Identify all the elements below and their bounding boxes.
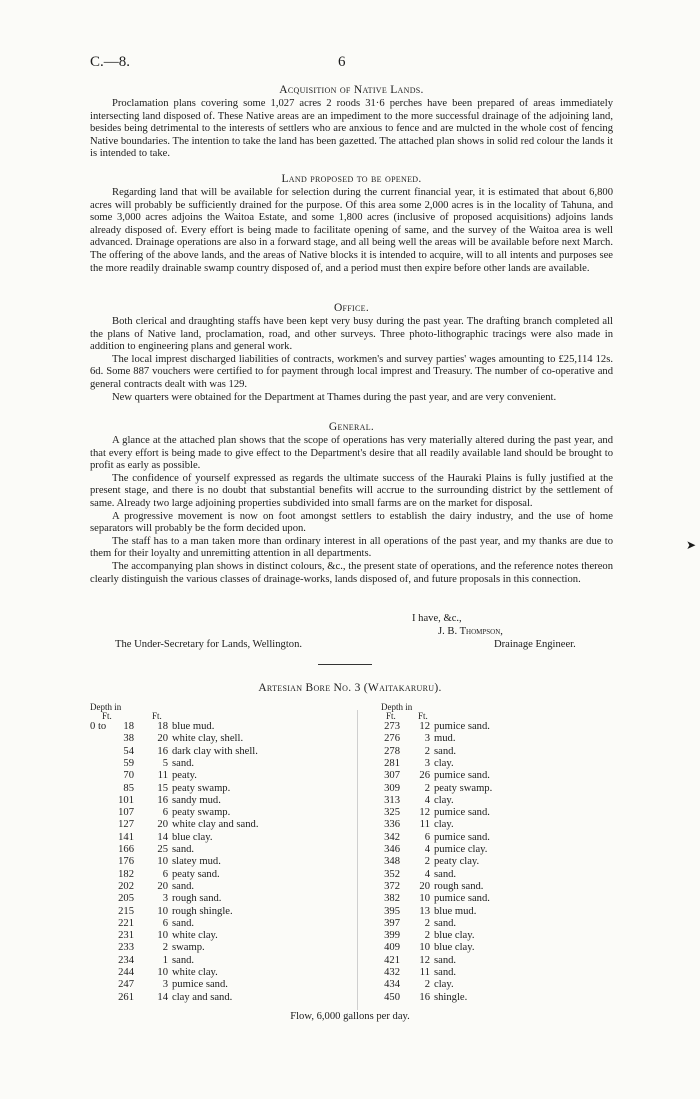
thickness-cell: 10 — [157, 905, 168, 917]
thickness-cell: 3 — [162, 893, 168, 905]
thickness-cell: 6 — [162, 807, 168, 819]
section-title: Acquisition of Native Lands. — [279, 84, 424, 96]
thickness-cell: 2 — [424, 930, 430, 942]
material-cell: sand. — [434, 967, 457, 978]
material-cell: clay. — [434, 794, 454, 806]
material-cell: pumice sand. — [434, 831, 490, 843]
depth-cell: 247 — [118, 979, 134, 991]
thickness-cell: 10 — [157, 930, 168, 942]
material-cell: blue mud. — [172, 721, 215, 732]
bore-row — [0, 832, 700, 844]
depth-cell: 59 — [123, 757, 134, 769]
depth-cell: 397 — [384, 917, 400, 929]
bore-row — [0, 955, 700, 967]
depth-cell: 309 — [384, 782, 400, 794]
bore-row — [0, 819, 700, 831]
depth-cell: 336 — [384, 819, 400, 831]
addressee: The Under-Secretary for Lands, Wellington. — [115, 639, 303, 650]
section-title: Land proposed to be opened. — [281, 173, 422, 185]
depth-cell: 54 — [123, 745, 134, 757]
depth-cell: 231 — [118, 930, 134, 942]
thickness-cell: 2 — [424, 979, 430, 991]
bore-row — [0, 881, 700, 893]
material-cell: pumice clay. — [434, 844, 488, 855]
material-cell: sand. — [172, 954, 195, 966]
depth-cell: 127 — [118, 819, 134, 831]
paragraph: The staff has to a man taken more than ordinary interest in all operations of the past year, and my thanks are due to them for their loyalty and unremitting attention in all departments. — [90, 535, 613, 560]
material-cell: peaty sand. — [172, 868, 220, 880]
bore-row — [0, 906, 700, 918]
depth-cell: 176 — [118, 856, 134, 868]
depth-cell: 421 — [384, 954, 400, 966]
material-cell: peaty. — [172, 770, 197, 782]
document-code: C.—8. — [90, 54, 131, 70]
material-cell: slatey mud. — [172, 856, 221, 868]
section-title: Office. — [333, 302, 370, 314]
material-cell: peaty swamp. — [172, 807, 231, 819]
right-thickness-unit: Ft. — [418, 711, 428, 721]
first-row-prefix: 0 to — [90, 721, 107, 732]
material-cell: mud. — [434, 733, 456, 745]
bore-row — [0, 746, 700, 758]
thickness-cell: 20 — [419, 880, 430, 892]
bore-row — [0, 770, 700, 782]
depth-cell: 182 — [118, 868, 134, 880]
material-cell: sand. — [172, 844, 195, 855]
thickness-cell: 2 — [424, 917, 430, 929]
paragraph: A progressive movement is now on foot amongst settlers to establish the dairy industry, and the use of home separators will probably be the form decided upon. — [90, 510, 613, 535]
thickness-cell: 4 — [424, 844, 430, 855]
signatory: J. B. Thompson, — [438, 626, 503, 637]
section-office — [90, 300, 613, 404]
material-cell: shingle. — [434, 991, 468, 1003]
thickness-cell: 11 — [419, 967, 430, 978]
material-cell: sand. — [172, 757, 195, 769]
bore-row — [0, 758, 700, 770]
thickness-cell: 15 — [157, 782, 168, 794]
margin-mark: ➤ — [686, 538, 697, 552]
bore-row — [0, 967, 700, 979]
material-cell: pumice sand. — [434, 807, 490, 819]
material-cell: white clay, shell. — [172, 733, 244, 745]
depth-cell: 233 — [118, 942, 134, 954]
paragraph: Both clerical and draughting staffs have been kept very busy during the past year. The drafting branch completed all the plans of Native land, proclamation, road, and other surveys. Three photo-lithographic tracings were also made in addition to engineering plans and general work. — [90, 316, 613, 353]
material-cell: swamp. — [172, 942, 205, 954]
material-cell: pumice sand. — [172, 979, 228, 991]
thickness-cell: 4 — [424, 868, 430, 880]
material-cell: blue clay. — [172, 831, 213, 843]
paragraph: The confidence of yourself expressed as regards the ultimate success of the Hauraki Plains is fully justified at the present stage, and there is no doubt that substantial benefits will accrue to the surrounding district by the settlement of same. Already two large adjoining properties subdivided into small farms are on the market for disposal. — [90, 472, 613, 509]
thickness-cell: 2 — [424, 745, 430, 757]
material-cell: pumice sand. — [434, 893, 490, 905]
thickness-cell: 4 — [424, 794, 430, 806]
depth-cell: 101 — [118, 794, 134, 806]
depth-cell: 348 — [384, 856, 400, 868]
section-title: General. — [328, 421, 375, 433]
depth-cell: 273 — [384, 721, 400, 732]
bore-row — [0, 918, 700, 930]
bore-row — [0, 869, 700, 881]
right-depth-unit: Ft. — [386, 711, 396, 721]
material-cell: peaty swamp. — [434, 782, 493, 794]
thickness-cell: 11 — [157, 770, 168, 782]
material-cell: blue clay. — [434, 942, 475, 954]
thickness-cell: 2 — [162, 942, 168, 954]
material-cell: pumice sand. — [434, 770, 490, 782]
material-cell: white clay. — [172, 967, 218, 978]
material-cell: sandy mud. — [172, 794, 221, 806]
depth-cell: 307 — [384, 770, 400, 782]
depth-cell: 244 — [118, 967, 134, 978]
depth-cell: 342 — [384, 831, 400, 843]
material-cell: sand. — [172, 917, 195, 929]
bore-row — [0, 930, 700, 942]
depth-cell: 313 — [384, 794, 400, 806]
left-depth-unit: Ft. — [102, 711, 112, 721]
material-cell: blue clay. — [434, 930, 475, 942]
depth-cell: 141 — [118, 831, 134, 843]
material-cell: pumice sand. — [434, 721, 490, 732]
signatory-title: Drainage Engineer. — [494, 639, 576, 650]
thickness-cell: 6 — [162, 917, 168, 929]
depth-cell: 261 — [118, 991, 134, 1003]
bore-row — [0, 783, 700, 795]
paragraph: Proclamation plans covering some 1,027 acres 2 roods 31·6 perches have been prepared of areas immediately intersecting land disposed of. These Native areas are an impediment to the more successful drainage of the adjoining land, besides being detrimental to the interests of settlers who are anxious to fence and are mulcted in the whole cost of fencing Native boundaries. The intention to take the land has been gazetted. The attached plan shows in solid red colour the lands it is intended to take. — [90, 98, 613, 160]
thickness-cell: 10 — [157, 856, 168, 868]
bore-row — [0, 721, 700, 733]
paragraph: Regarding land that will be available for selection during the current financial year, it is estimated that about 6,800 acres will probably be sufficiently drained for the purpose. Of this area some 2,000 acres is in the locality of Tahuna, and some 3,000 acres adjoins the Waitoa Estate, and some 1,800 acres (inclusive of proposed acquisitions) adjoins lands already disposed of. Every effort is being made to facilitate opening of same, and the survey of the Waitoa area is well advanced. Drainage operations are also in a forward stage, and all being well the areas will be available before next March. The offering of the above lands, and the areas of Native blocks it is intended to acquire, will to all intents and purposes see the more readily drainable swamp country disposed of, and a period must then expire before other lands are available. — [90, 187, 613, 274]
thickness-cell: 20 — [157, 880, 168, 892]
material-cell: clay. — [434, 819, 454, 831]
paragraph: A glance at the attached plan shows that the scope of operations has very materially altered during the past year, and that every effort is being made to give effect to the Department's desire that all readily available land should be brought to profit as early as possible. — [90, 435, 613, 472]
depth-cell: 221 — [118, 917, 134, 929]
depth-cell: 346 — [384, 844, 400, 855]
material-cell: peaty clay. — [434, 856, 480, 868]
thickness-cell: 13 — [419, 905, 430, 917]
thickness-cell: 20 — [157, 819, 168, 831]
left-thickness-unit: Ft. — [152, 711, 162, 721]
material-cell: sand. — [434, 917, 457, 929]
thickness-cell: 12 — [419, 807, 430, 819]
thickness-cell: 20 — [157, 733, 168, 745]
depth-cell: 202 — [118, 880, 134, 892]
depth-cell: 434 — [384, 979, 400, 991]
salutation: I have, &c., — [412, 613, 462, 624]
thickness-cell: 18 — [157, 721, 168, 732]
bore-row — [0, 856, 700, 868]
right-depth-heading: Depth in — [381, 702, 413, 712]
depth-cell: 85 — [123, 782, 134, 794]
thickness-cell: 10 — [419, 893, 430, 905]
thickness-cell: 10 — [157, 967, 168, 978]
material-cell: sand. — [434, 745, 457, 757]
depth-cell: 70 — [123, 770, 134, 782]
thickness-cell: 16 — [157, 794, 168, 806]
paragraph: New quarters were obtained for the Department at Thames during the past year, and are very convenient. — [112, 391, 557, 403]
thickness-cell: 3 — [162, 979, 168, 991]
thickness-cell: 12 — [419, 721, 430, 732]
bore-row — [0, 844, 700, 856]
material-cell: rough sand. — [434, 880, 484, 892]
material-cell: dark clay with shell. — [172, 745, 258, 757]
left-depth-heading: Depth in — [90, 702, 122, 712]
depth-cell: 18 — [123, 721, 134, 732]
thickness-cell: 14 — [157, 991, 168, 1003]
thickness-cell: 3 — [424, 757, 430, 769]
bore-row — [0, 942, 700, 954]
material-cell: clay. — [434, 979, 454, 991]
material-cell: white clay and sand. — [172, 819, 259, 831]
page-number: 6 — [338, 54, 346, 70]
bore-row — [0, 795, 700, 807]
paragraph: The local imprest discharged liabilities of contracts, workmen's and survey parties' wages amounting to £25,114 12s. 6d. Some 887 vouchers were certified to for payment through local imprest and Treasury. The number of co-operative and general contracts dealt with was 129. — [90, 353, 613, 390]
material-cell: clay. — [434, 757, 454, 769]
paragraph: The accompanying plan shows in distinct colours, &c., the present state of operations, and the reference notes thereon clearly distinguish the various classes of drainage-works, lands disposed of, and future proposals in this connection. — [90, 560, 613, 585]
depth-cell: 372 — [384, 880, 400, 892]
depth-cell: 432 — [384, 967, 400, 978]
material-cell: clay and sand. — [172, 991, 233, 1003]
depth-cell: 450 — [384, 991, 400, 1003]
depth-cell: 325 — [384, 807, 400, 819]
material-cell: white clay. — [172, 930, 218, 942]
thickness-cell: 12 — [419, 954, 430, 966]
thickness-cell: 16 — [157, 745, 168, 757]
depth-cell: 38 — [123, 733, 134, 745]
thickness-cell: 11 — [419, 819, 430, 831]
thickness-cell: 6 — [424, 831, 430, 843]
material-cell: sand. — [434, 868, 457, 880]
bore-row — [0, 979, 700, 991]
bore-row — [0, 992, 700, 1004]
depth-cell: 382 — [384, 893, 400, 905]
depth-cell: 215 — [118, 905, 134, 917]
material-cell: sand. — [172, 880, 195, 892]
material-cell: peaty swamp. — [172, 782, 231, 794]
depth-cell: 395 — [384, 905, 400, 917]
depth-cell: 352 — [384, 868, 400, 880]
depth-cell: 409 — [384, 942, 400, 954]
section-general — [90, 419, 613, 586]
thickness-cell: 16 — [419, 991, 430, 1003]
depth-cell: 205 — [118, 893, 134, 905]
thickness-cell: 2 — [424, 782, 430, 794]
depth-cell: 166 — [118, 844, 134, 855]
depth-cell: 281 — [384, 757, 400, 769]
material-cell: rough shingle. — [172, 905, 233, 917]
section-land-proposed — [90, 171, 613, 275]
material-cell: blue mud. — [434, 905, 477, 917]
depth-cell: 107 — [118, 807, 134, 819]
bore-row — [0, 807, 700, 819]
bore-row — [0, 733, 700, 745]
material-cell: sand. — [434, 954, 457, 966]
bore-row — [0, 893, 700, 905]
section-acquisition — [90, 82, 613, 161]
depth-cell: 278 — [384, 745, 400, 757]
thickness-cell: 3 — [424, 733, 430, 745]
depth-cell: 399 — [384, 930, 400, 942]
thickness-cell: 10 — [419, 942, 430, 954]
bore-title: Artesian Bore No. 3 (Waitakaruru). — [258, 682, 442, 694]
thickness-cell: 5 — [162, 757, 168, 769]
thickness-cell: 1 — [162, 954, 168, 966]
thickness-cell: 6 — [162, 868, 168, 880]
divider — [318, 664, 372, 665]
thickness-cell: 26 — [419, 770, 430, 782]
material-cell: rough sand. — [172, 893, 222, 905]
depth-cell: 276 — [384, 733, 400, 745]
thickness-cell: 2 — [424, 856, 430, 868]
thickness-cell: 14 — [157, 831, 168, 843]
flow-note: Flow, 6,000 gallons per day. — [290, 1011, 410, 1022]
thickness-cell: 25 — [157, 844, 168, 855]
depth-cell: 234 — [118, 954, 134, 966]
